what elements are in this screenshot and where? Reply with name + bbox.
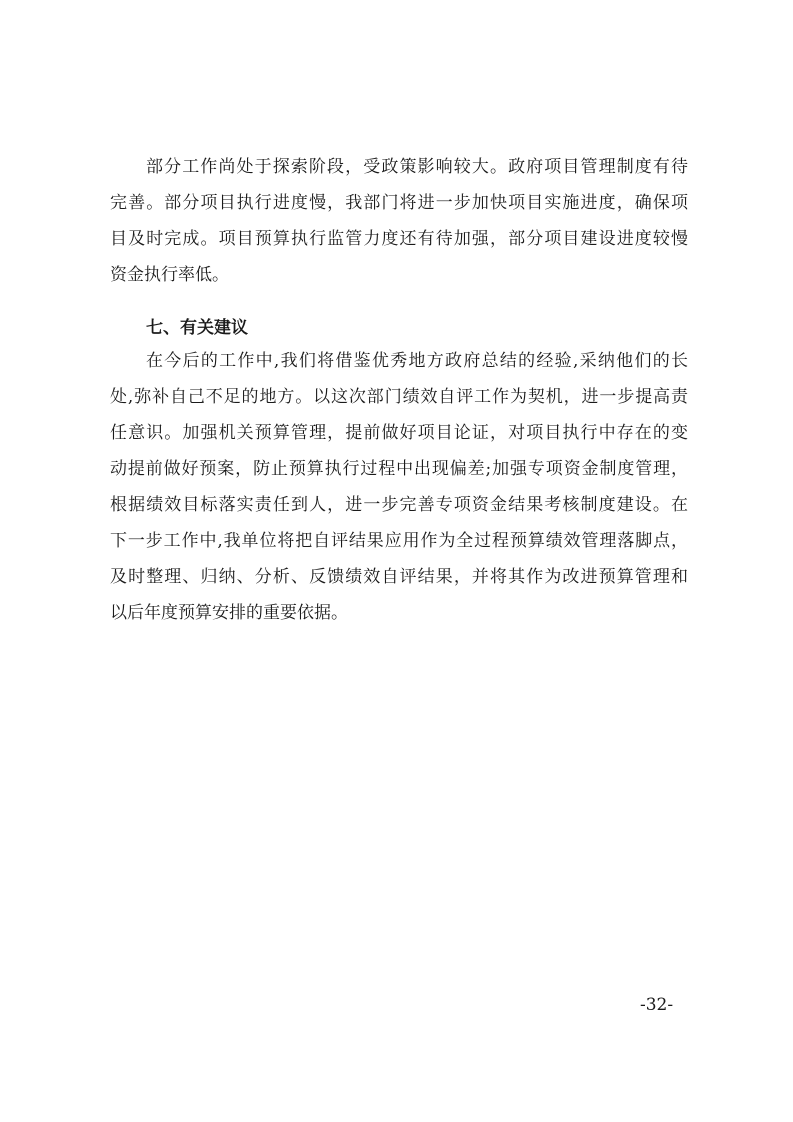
paragraph-line: 处,弥补自己不足的地方。以这次部门绩效自评工作为契机，进一步提高责 (110, 387, 688, 407)
paragraph-line: 部分工作尚处于探索阶段，受政策影响较大。政府项目管理制度有待 (146, 157, 688, 177)
section-heading: 七、有关建议 (146, 318, 248, 338)
page-number: -32- (640, 995, 674, 1015)
paragraph-line: 及时整理、归纳、分析、反馈绩效自评结果，并将其作为改进预算管理和 (110, 567, 688, 587)
paragraph-line: 在今后的工作中,我们将借鉴优秀地方政府总结的经验,采纳他们的长 (146, 351, 688, 371)
paragraph-line: 下一步工作中,我单位将把自评结果应用作为全过程预算绩效管理落脚点， (110, 531, 688, 551)
paragraph-problems (110, 149, 688, 293)
paragraph-line: 根据绩效目标落实责任到人，进一步完善专项资金结果考核制度建设。在 (110, 495, 688, 515)
paragraph-line: 动提前做好预案，防止预算执行过程中出现偏差;加强专项资金制度管理， (110, 459, 688, 479)
paragraph-line: 资金执行率低。 (110, 265, 229, 285)
paragraph-suggestions (110, 343, 688, 631)
paragraph-line: 完善。部分项目执行进度慢，我部门将进一步加快项目实施进度，确保项 (110, 193, 688, 213)
paragraph-line: 以后年度预算安排的重要依据。 (110, 603, 348, 623)
paragraph-line: 任意识。加强机关预算管理，提前做好项目论证，对项目执行中存在的变 (110, 423, 688, 443)
paragraph-line: 目及时完成。项目预算执行监管力度还有待加强，部分项目建设进度较慢 (110, 229, 688, 249)
